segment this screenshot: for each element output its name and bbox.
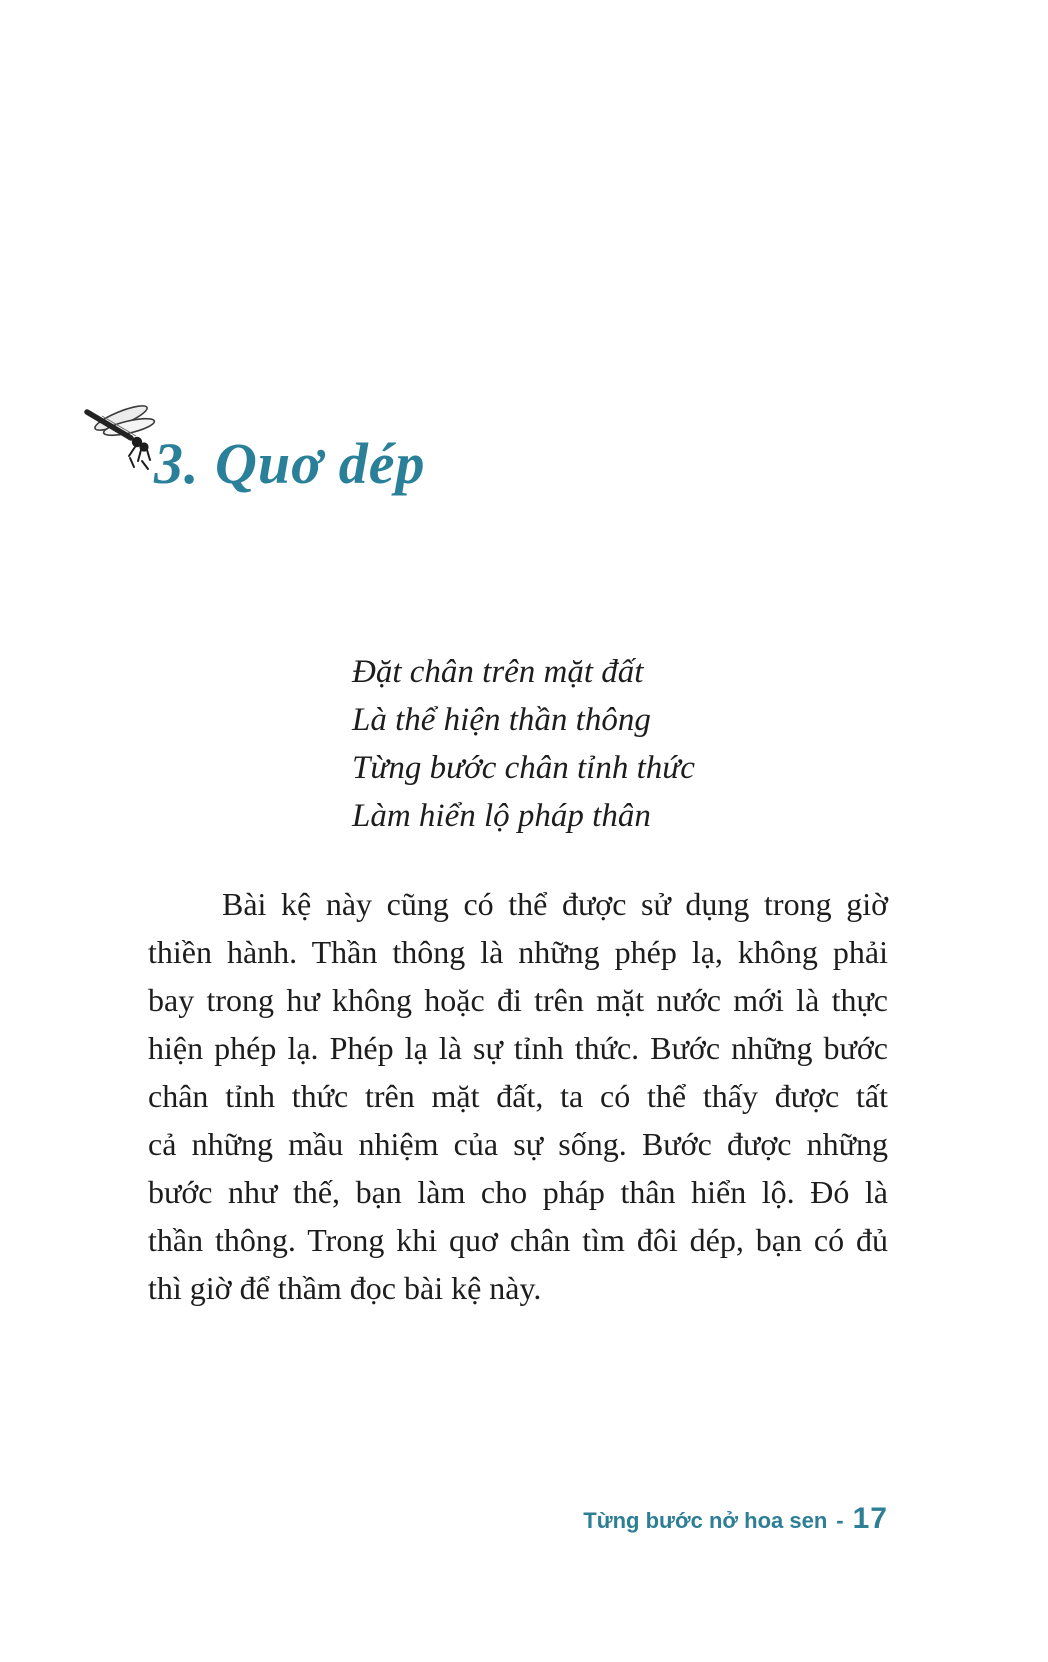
body-line: hiện phép lạ. Phép lạ là sự tỉnh thức. Bước những bước xyxy=(148,1030,888,1066)
body-line: thần thông. Trong khi quơ chân tìm đôi dép, bạn có đủ xyxy=(148,1222,888,1258)
footer-page-number: 17 xyxy=(852,1502,888,1535)
body-line: chân tỉnh thức trên mặt đất, ta có thể thấy được tất xyxy=(148,1078,888,1114)
body-line: Bài kệ này cũng có thể được sử dụng trong giờ xyxy=(222,886,888,922)
body-line: thiền hành. Thần thông là những phép lạ, không phải xyxy=(148,934,888,970)
verse-line: Đặt chân trên mặt đất xyxy=(352,654,644,690)
body-line: thì giờ để thầm đọc bài kệ này. xyxy=(148,1270,542,1306)
body-line: bay trong hư không hoặc đi trên mặt nước mới là thực xyxy=(148,982,888,1018)
footer-separator: - xyxy=(836,1508,844,1533)
verse-line: Làm hiển lộ pháp thân xyxy=(352,798,651,834)
page-footer xyxy=(583,1502,888,1536)
verse-block xyxy=(352,648,695,840)
chapter-title: 3. Quơ dép xyxy=(154,431,426,496)
verse-line: Từng bước chân tỉnh thức xyxy=(352,750,695,786)
verse-line: Là thể hiện thần thông xyxy=(352,702,651,738)
body-line: cả những mầu nhiệm của sự sống. Bước được những xyxy=(148,1126,888,1162)
body-line: bước như thế, bạn làm cho pháp thân hiển lộ. Đó là xyxy=(148,1174,888,1210)
footer-book-title: Từng bước nở hoa sen xyxy=(583,1508,828,1533)
body-paragraph xyxy=(148,880,888,1312)
